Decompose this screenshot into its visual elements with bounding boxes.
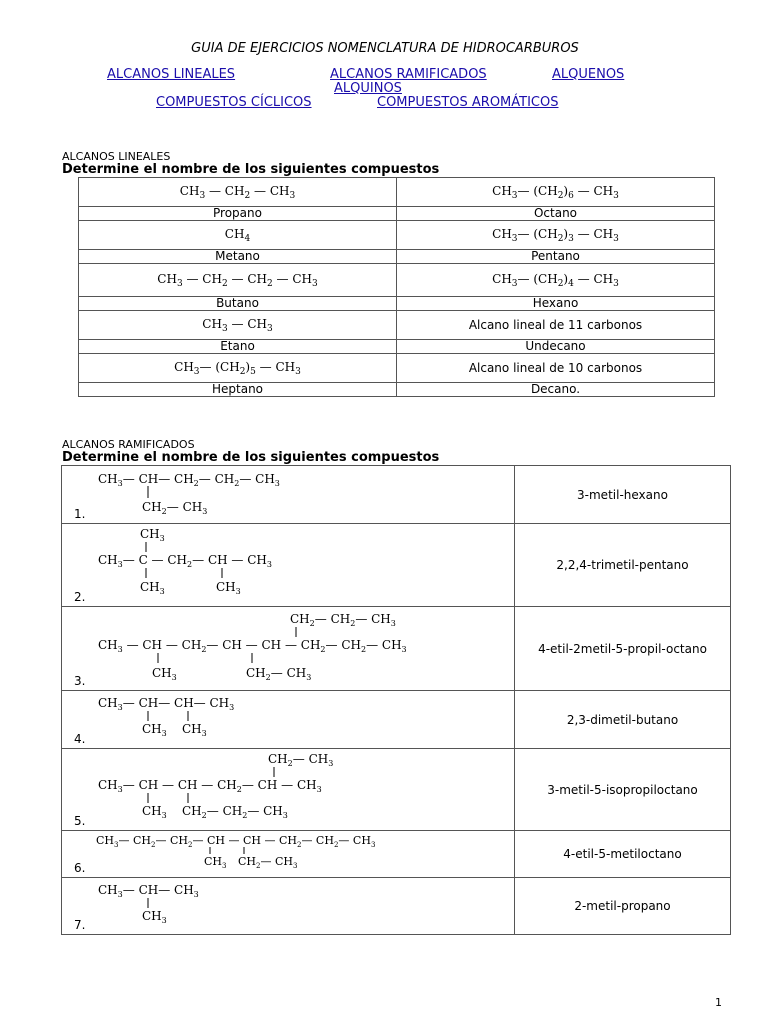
formula-cell: $CH_3—$ $(CH_2)_6$ — $CH_3$ [397,178,715,207]
item-number: 6. [74,861,86,875]
section-heading: ALCANOS RAMIFICADOS [62,438,195,451]
link-compuestos-ciclicos[interactable]: COMPUESTOS CÍCLICOS [156,95,312,110]
link-alquinos[interactable]: ALQUINOS [334,81,402,96]
name-cell: Butano [79,297,397,311]
name-cell: Propano [79,207,397,221]
item-number: 3. [74,674,86,688]
answer-cell: 2,2,4-trimetil-pentano [515,524,731,607]
svg-text:CH3: $CH_3$ [142,909,167,925]
svg-text:CH2— CH2— CH3: $CH_2—$ $CH_2—$ $CH_3$ [182,804,288,820]
structure-cell [62,524,515,607]
structure-5 [62,749,514,831]
section-heading: ALCANOS LINEALES [62,150,171,163]
link-alcanos-ramificados[interactable]: ALCANOS RAMIFICADOS [330,67,487,82]
name-cell: Undecano [397,340,715,354]
answer-cell: 3-metil-5-isopropiloctano [515,749,731,831]
link-alcanos-lineales[interactable]: ALCANOS LINEALES [107,67,236,82]
name-cell: Pentano [397,250,715,264]
formula-cell: $CH_3—$ $(CH_2)_3$ — $CH_3$ [397,221,715,250]
svg-text:CH3— CH— CH— CH3: $CH_3—$ CH— CH— $CH_3$ [98,696,235,712]
formula-cell: $CH_3—$ $(CH_2)_4$ — $CH_3$ [397,264,715,297]
svg-text:CH3— CH— CH3: $CH_3—$ CH— $CH_3$ [98,883,199,899]
name-cell: Etano [79,340,397,354]
svg-text:CH3— CH2— CH2— CH — CH — CH2—: $CH_3—$ $CH_2—$ $CH_2—$ CH — CH — $CH_2—$ $CH_2—$ $CH_3$ [96,834,376,849]
link-alquenos[interactable]: ALQUENOS [552,67,625,82]
answer-cell: 2,3-dimetil-butano [515,691,731,749]
formula-cell: $CH_3$ — $CH_2$ — $CH_2$ — $CH_3$ [79,264,397,297]
text-cell: Alcano lineal de 11 carbonos [397,311,715,340]
svg-text:CH3: $CH_3$ [152,666,177,682]
svg-text:CH2— CH3: $CH_2—$ $CH_3$ [268,752,334,768]
structure-cell [62,466,515,524]
formula-cell: $CH_3$ — $CH_2$ — $CH_3$ [79,178,397,207]
structure-cell [62,607,515,691]
item-number: 5. [74,814,86,828]
answer-cell: 4-etil-2metil-5-propil-octano [515,607,731,691]
structure-cell [62,749,515,831]
item-number: 1. [74,507,86,521]
svg-text:CH3— CH— CH2— CH2— CH3: $CH_3—$ CH— $CH_2—$ $CH_2—$ $CH_3$ [98,472,280,488]
structure-cell [62,831,515,878]
formula-cell: $CH_4$ [79,221,397,250]
name-cell: Metano [79,250,397,264]
svg-text:CH3: $CH_3$ [182,722,207,738]
svg-text:CH2— CH2— CH3: $CH_2—$ $CH_2—$ $CH_3$ [290,612,396,628]
item-number: 7. [74,918,86,932]
structure-3 [62,607,514,691]
name-cell: Octano [397,207,715,221]
answer-cell: 3-metil-hexano [515,466,731,524]
structure-6 [62,831,514,878]
svg-text:CH3: $CH_3$ [204,855,227,870]
page-number: 1 [715,996,722,1009]
branched-alkanes-table [61,465,731,935]
svg-text:CH2— CH3: $CH_2—$ $CH_3$ [238,855,298,870]
structure-7 [62,878,514,935]
formula-cell: $CH_3$ — $CH_3$ [79,311,397,340]
linear-alkanes-table [78,177,715,397]
text-cell: Alcano lineal de 10 carbonos [397,354,715,383]
structure-1 [62,466,514,524]
link-compuestos-aromaticos[interactable]: COMPUESTOS AROMÁTICOS [377,95,559,110]
svg-text:CH2— CH3: $CH_2—$ $CH_3$ [142,500,208,516]
item-number: 4. [74,732,86,746]
svg-text:CH3: $CH_3$ [140,527,165,543]
answer-cell: 2-metil-propano [515,878,731,935]
svg-text:CH3— C — CH2— CH — CH3: $CH_3—$ C — $CH_2—$ CH — $CH_3$ [98,553,272,569]
item-number: 2. [74,590,86,604]
name-cell: Hexano [397,297,715,311]
svg-text:CH3 — CH — CH2— CH — CH — CH2—: $CH_3$ — CH — $CH_2—$ CH — CH — $CH_2—$ $CH_2—$ $CH_3$ [98,638,407,654]
page-title: GUIA DE EJERCICIOS NOMENCLATURA DE HIDROCARBUROS [191,42,579,56]
svg-text:CH2— CH3: $CH_2—$ $CH_3$ [246,666,312,682]
formula-cell: $CH_3—$ $(CH_2)_5$ — $CH_3$ [79,354,397,383]
section-subheading: Determine el nombre de los siguientes compuestos [62,162,440,177]
section-subheading: Determine el nombre de los siguientes compuestos [62,450,440,465]
structure-cell [62,878,515,935]
name-cell: Heptano [79,383,397,397]
svg-text:CH3: $CH_3$ [216,580,241,596]
structure-4 [62,691,514,749]
name-cell: Decano. [397,383,715,397]
svg-text:CH3— CH — CH — CH2— CH — CH3: $CH_3—$ CH — CH — $CH_2—$ CH — $CH_3$ [98,778,322,794]
structure-2 [62,524,514,607]
svg-text:CH3: $CH_3$ [140,580,165,596]
svg-text:CH3: $CH_3$ [142,722,167,738]
svg-text:CH3: $CH_3$ [142,804,167,820]
structure-cell [62,691,515,749]
answer-cell: 4-etil-5-metiloctano [515,831,731,878]
